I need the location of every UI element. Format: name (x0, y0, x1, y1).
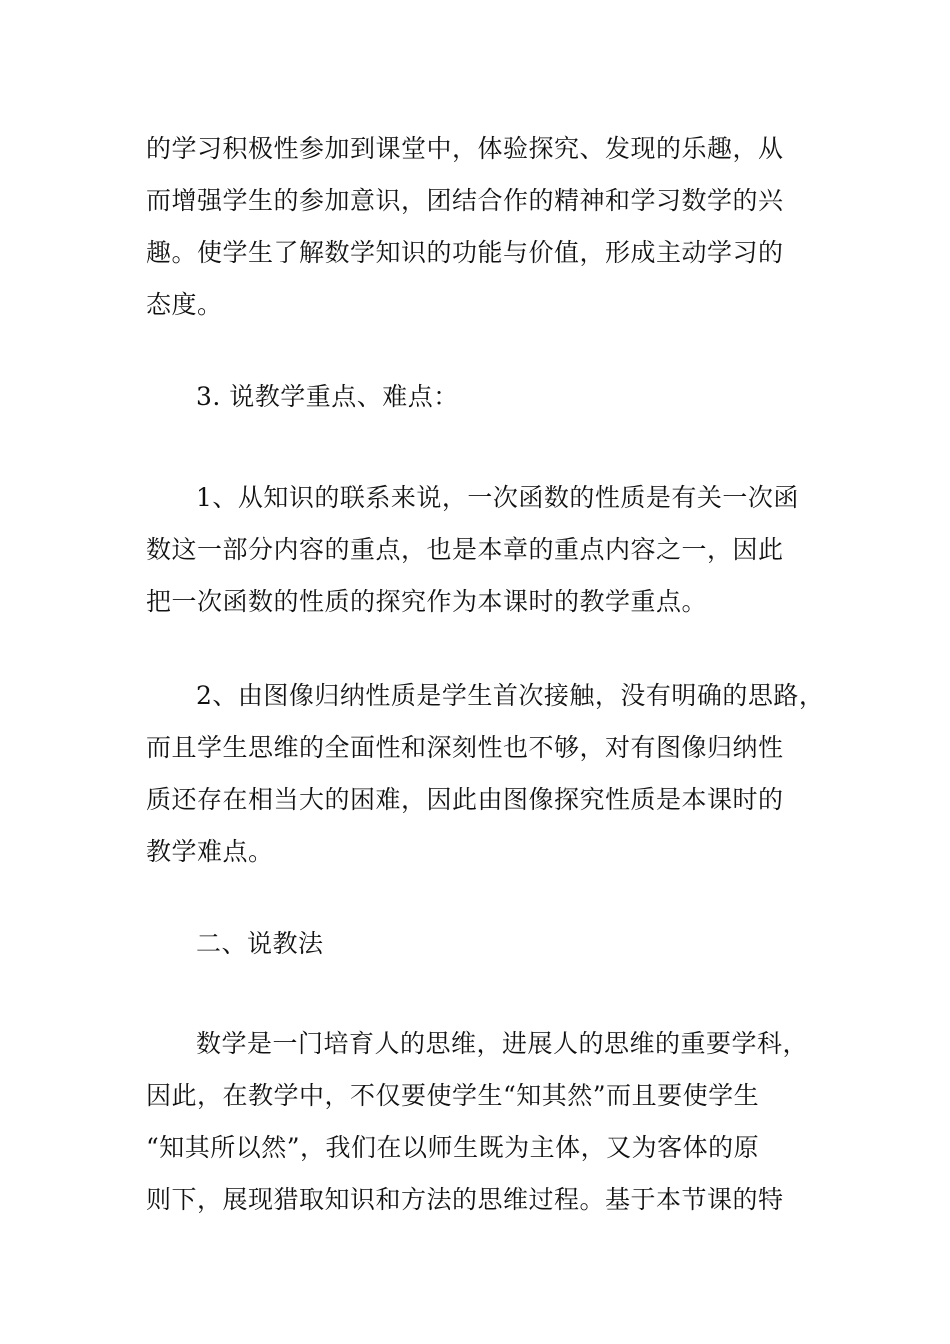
paragraph-line: 2、由图像归纳性质是学生首次接触，没有明确的思路， (196, 681, 825, 710)
section-heading-teaching-method (146, 918, 846, 970)
paragraph-key-point (146, 472, 846, 628)
paragraph-line: 教学难点。 (146, 837, 274, 866)
paragraph-line: 数这一部分内容的重点，也是本章的重点内容之一，因此 (146, 535, 784, 564)
paragraph-teaching-method (146, 1018, 846, 1226)
section-heading: 3. 说教学重点、难点： (196, 382, 459, 411)
paragraph-line: 而增强学生的参加意识，团结合作的精神和学习数学的兴 (146, 186, 784, 215)
paragraph-line: 则下，展现猎取知识和方法的思维过程。基于本节课的特 (146, 1185, 784, 1214)
paragraph-difficult-point (146, 670, 846, 878)
paragraph-line: 而且学生思维的全面性和深刻性也不够，对有图像归纳性 (146, 733, 784, 762)
paragraph-line: “知其所以然”，我们在以师生既为主体，又为客体的原 (146, 1133, 760, 1162)
section-heading-key-points (146, 371, 846, 423)
paragraph-line: 的学习积极性参加到课堂中，体验探究、发现的乐趣，从 (146, 134, 784, 163)
paragraph-line: 把一次函数的性质的探究作为本课时的教学重点。 (146, 587, 708, 616)
paragraph-line: 1、从知识的联系来说，一次函数的性质是有关一次函 (196, 483, 799, 512)
paragraph-line: 数学是一门培育人的思维，进展人的思维的重要学科， (196, 1029, 809, 1058)
paragraph-line: 趣。使学生了解数学知识的功能与价值，形成主动学习的 (146, 238, 784, 267)
paragraph-learning-attitude (146, 123, 846, 331)
paragraph-line: 因此，在教学中，不仅要使学生“知其然”而且要使学生 (146, 1081, 760, 1110)
paragraph-line: 质还存在相当大的困难，因此由图像探究性质是本课时的 (146, 785, 784, 814)
paragraph-line: 态度。 (146, 290, 223, 319)
section-heading: 二、说教法 (196, 929, 324, 958)
